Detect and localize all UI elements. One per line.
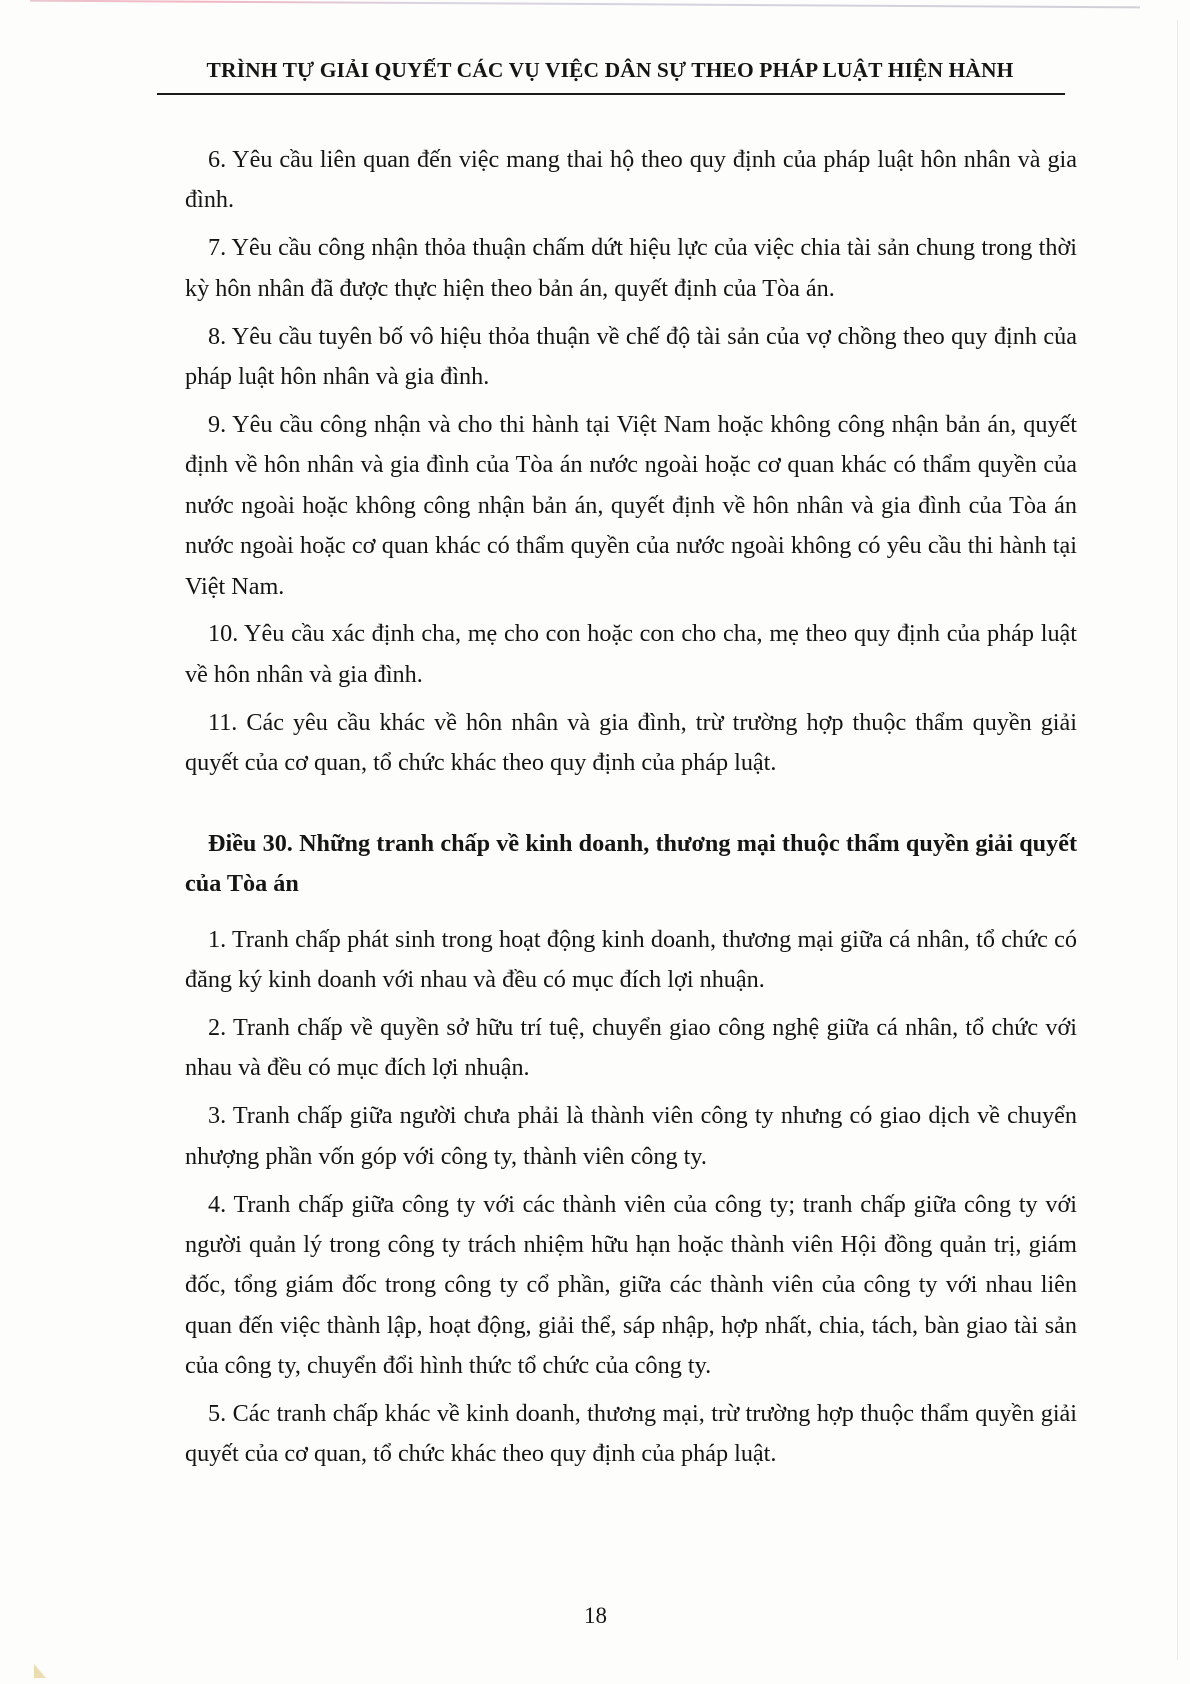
article-30-item-5: 5. Các tranh chấp khác về kinh doanh, thương mại, trừ trường hợp thuộc thẩm quyền giải quyết của cơ quan, tổ chức khác theo quy định của pháp luật. [185,1400,1077,1468]
running-head: TRÌNH TỰ GIẢI QUYẾT CÁC VỤ VIỆC DÂN SỰ THEO PHÁP LUẬT HIỆN HÀNH [206,58,1014,82]
article-30-item-1: 1. Tranh chấp phát sinh trong hoạt động kinh doanh, thương mại giữa cá nhân, tổ chức có đăng ký kinh doanh với nhau và đều có mục đích lợi nhuận. [185,925,1077,993]
paragraph-item-11: 11. Các yêu cầu khác về hôn nhân và gia đình, trừ trường hợp thuộc thẩm quyền giải quyết của cơ quan, tổ chức khác theo quy định của pháp luật. [185,708,1077,777]
article-30-item-2: 2. Tranh chấp về quyền sở hữu trí tuệ, chuyển giao công nghệ giữa cá nhân, tổ chức với nhau và đều có mục đích lợi nhuận. [185,1013,1077,1082]
paragraph-item-8: 8. Yêu cầu tuyên bố vô hiệu thỏa thuận về chế độ tài sản của vợ chồng theo quy định của pháp luật hôn nhân và gia đình. [185,322,1077,391]
article-30-item-3: 3. Tranh chấp giữa người chưa phải là thành viên công ty nhưng có giao dịch về chuyển nhượng phần vốn góp với công ty, thành viên công ty. [185,1102,1077,1170]
article-30-item-4: 4. Tranh chấp giữa công ty với các thành viên của công ty; tranh chấp giữa công ty với người quản lý trong công ty trách nhiệm hữu hạn hoặc thành viên Hội đồng quản trị, giám đốc, tổng giám đốc trong công ty cổ phần, giữa các thành viên của công ty với nhau liên quan đến việc thành lập, hoạt động, giải thể, sáp nhập, hợp nhất, chia, tách, bàn giao tài sản của công ty, chuyển đổi hình thức tổ chức của công ty. [185,1190,1077,1380]
page-body [185,140,1077,1482]
page-number: 18 [584,1603,607,1628]
paragraph-item-6: 6. Yêu cầu liên quan đến việc mang thai hộ theo quy định của pháp luật hôn nhân và gia đình. [185,146,1077,214]
header-rule [157,93,1065,95]
paragraph-item-9: 9. Yêu cầu công nhận và cho thi hành tại Việt Nam hoặc không công nhận bản án, quyết định về hôn nhân và gia đình của Tòa án nước ngoài hoặc cơ quan khác có thẩm quyền của nước ngoài hoặc không công nhận bản án, quyết định về hôn nhân và gia đình của Tòa án nước ngoài hoặc cơ quan khác có thẩm quyền của nước ngoài không có yêu cầu thi hành tại Việt Nam. [185,410,1077,600]
scan-right-edge [1177,20,1178,1660]
scan-corner-mark [34,1664,46,1678]
scan-top-edge [30,0,1140,8]
article-30-heading: Điều 30. Những tranh chấp về kinh doanh, thương mại thuộc thẩm quyền giải quyết của Tòa án [185,829,1077,897]
paragraph-item-7: 7. Yêu cầu công nhận thỏa thuận chấm dứt hiệu lực của việc chia tài sản chung trong thời kỳ hôn nhân đã được thực hiện theo bản án, quyết định của Tòa án. [185,234,1077,302]
paragraph-item-10: 10. Yêu cầu xác định cha, mẹ cho con hoặc con cho cha, mẹ theo quy định của pháp luật về hôn nhân và gia đình. [185,620,1077,688]
